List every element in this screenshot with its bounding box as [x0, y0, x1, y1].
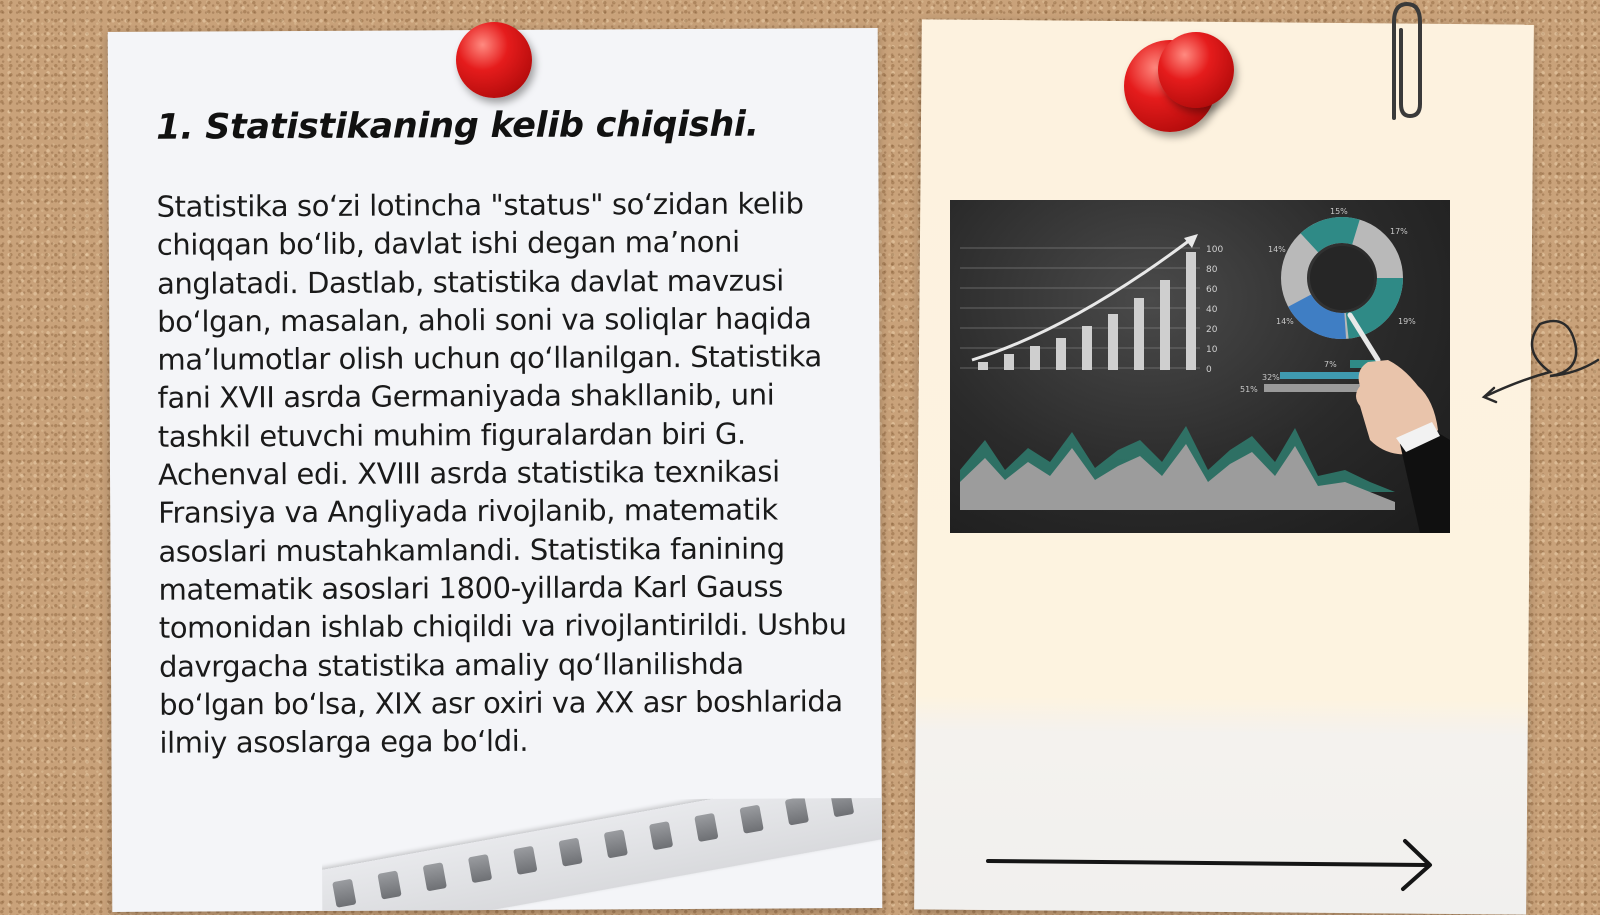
chart-illustration: [950, 200, 1450, 533]
perforation-hole: [694, 813, 718, 842]
donut-label: 19%: [1398, 317, 1416, 326]
axis-tick: 80: [1206, 265, 1218, 275]
perforation-hole: [513, 846, 537, 875]
axis-tick: 60: [1206, 285, 1218, 295]
slide-body-text: Statistika so‘zi lotincha "status" so‘zidan kelib chiqqan bo‘lib, davlat ishi degan ma’noni anglatadi. Dastlab, statistika davlat mavzusi bo‘lgan, masalan, aholi soni va soliqlar haqida ma’lumotlar olish uchun qo‘llanilgan. Statistika fani XVII asrda Germaniyada shakllanib, uni tashkil etuvchi muhim figuralardan biri G. Achenval edi. XVIII asrda statistika texnikasi Fransiya va Angliyada rivojlanib, matematik asoslari mustahkamlandi. Statistika fanining matematik asoslari 1800-yillarda Karl Gauss tomonidan ishlab chiqildi va rivojlantirildi. Ushbu davrgacha statistika amaliy qo‘llanilishda bo‘lgan bo‘lsa, XIX asr oxiri va XX asr boshlarida ilmiy asoslarga ega bo‘ldi.: [156, 186, 847, 760]
slide-title: 1. Statistikaning kelib chiqishi.: [156, 104, 759, 148]
donut-chart: [1294, 230, 1390, 326]
curly-arrow-icon: [1480, 310, 1600, 410]
perforation-hole: [830, 798, 854, 817]
perforated-band: [322, 798, 883, 911]
bar-label: 51%: [1240, 385, 1258, 394]
axis-tick: 20: [1206, 325, 1218, 335]
donut-label: 15%: [1330, 207, 1348, 216]
bar-group: [978, 252, 1196, 370]
perforation-hole: [377, 870, 401, 899]
donut-label: 17%: [1390, 227, 1408, 236]
perforation-hole: [604, 829, 628, 858]
paperclip-icon: [1380, 0, 1430, 130]
perforation-hole: [423, 862, 447, 891]
axis-tick: 10: [1206, 345, 1218, 355]
donut-label: 14%: [1276, 317, 1294, 326]
left-note-paper: [108, 28, 883, 912]
perforation-hole: [332, 879, 356, 908]
donut-label: 14%: [1268, 245, 1286, 254]
axis-tick: 0: [1206, 365, 1212, 375]
red-pushpin-icon: [1158, 32, 1234, 108]
axis-tick: 100: [1206, 245, 1224, 255]
statistics-chart-photo: [950, 200, 1450, 533]
torn-perforated-strip: [322, 798, 883, 911]
right-arrow-icon: [985, 835, 1455, 895]
perforation-hole: [739, 805, 763, 834]
bar-label: 32%: [1262, 373, 1280, 382]
perforation-hole: [468, 854, 492, 883]
bar-label: 7%: [1324, 360, 1337, 369]
perforation-hole: [558, 838, 582, 867]
axis-tick: 40: [1206, 305, 1218, 315]
perforation-hole: [649, 821, 673, 850]
perforation-hole: [785, 798, 809, 826]
red-pushpin-icon: [456, 22, 532, 98]
